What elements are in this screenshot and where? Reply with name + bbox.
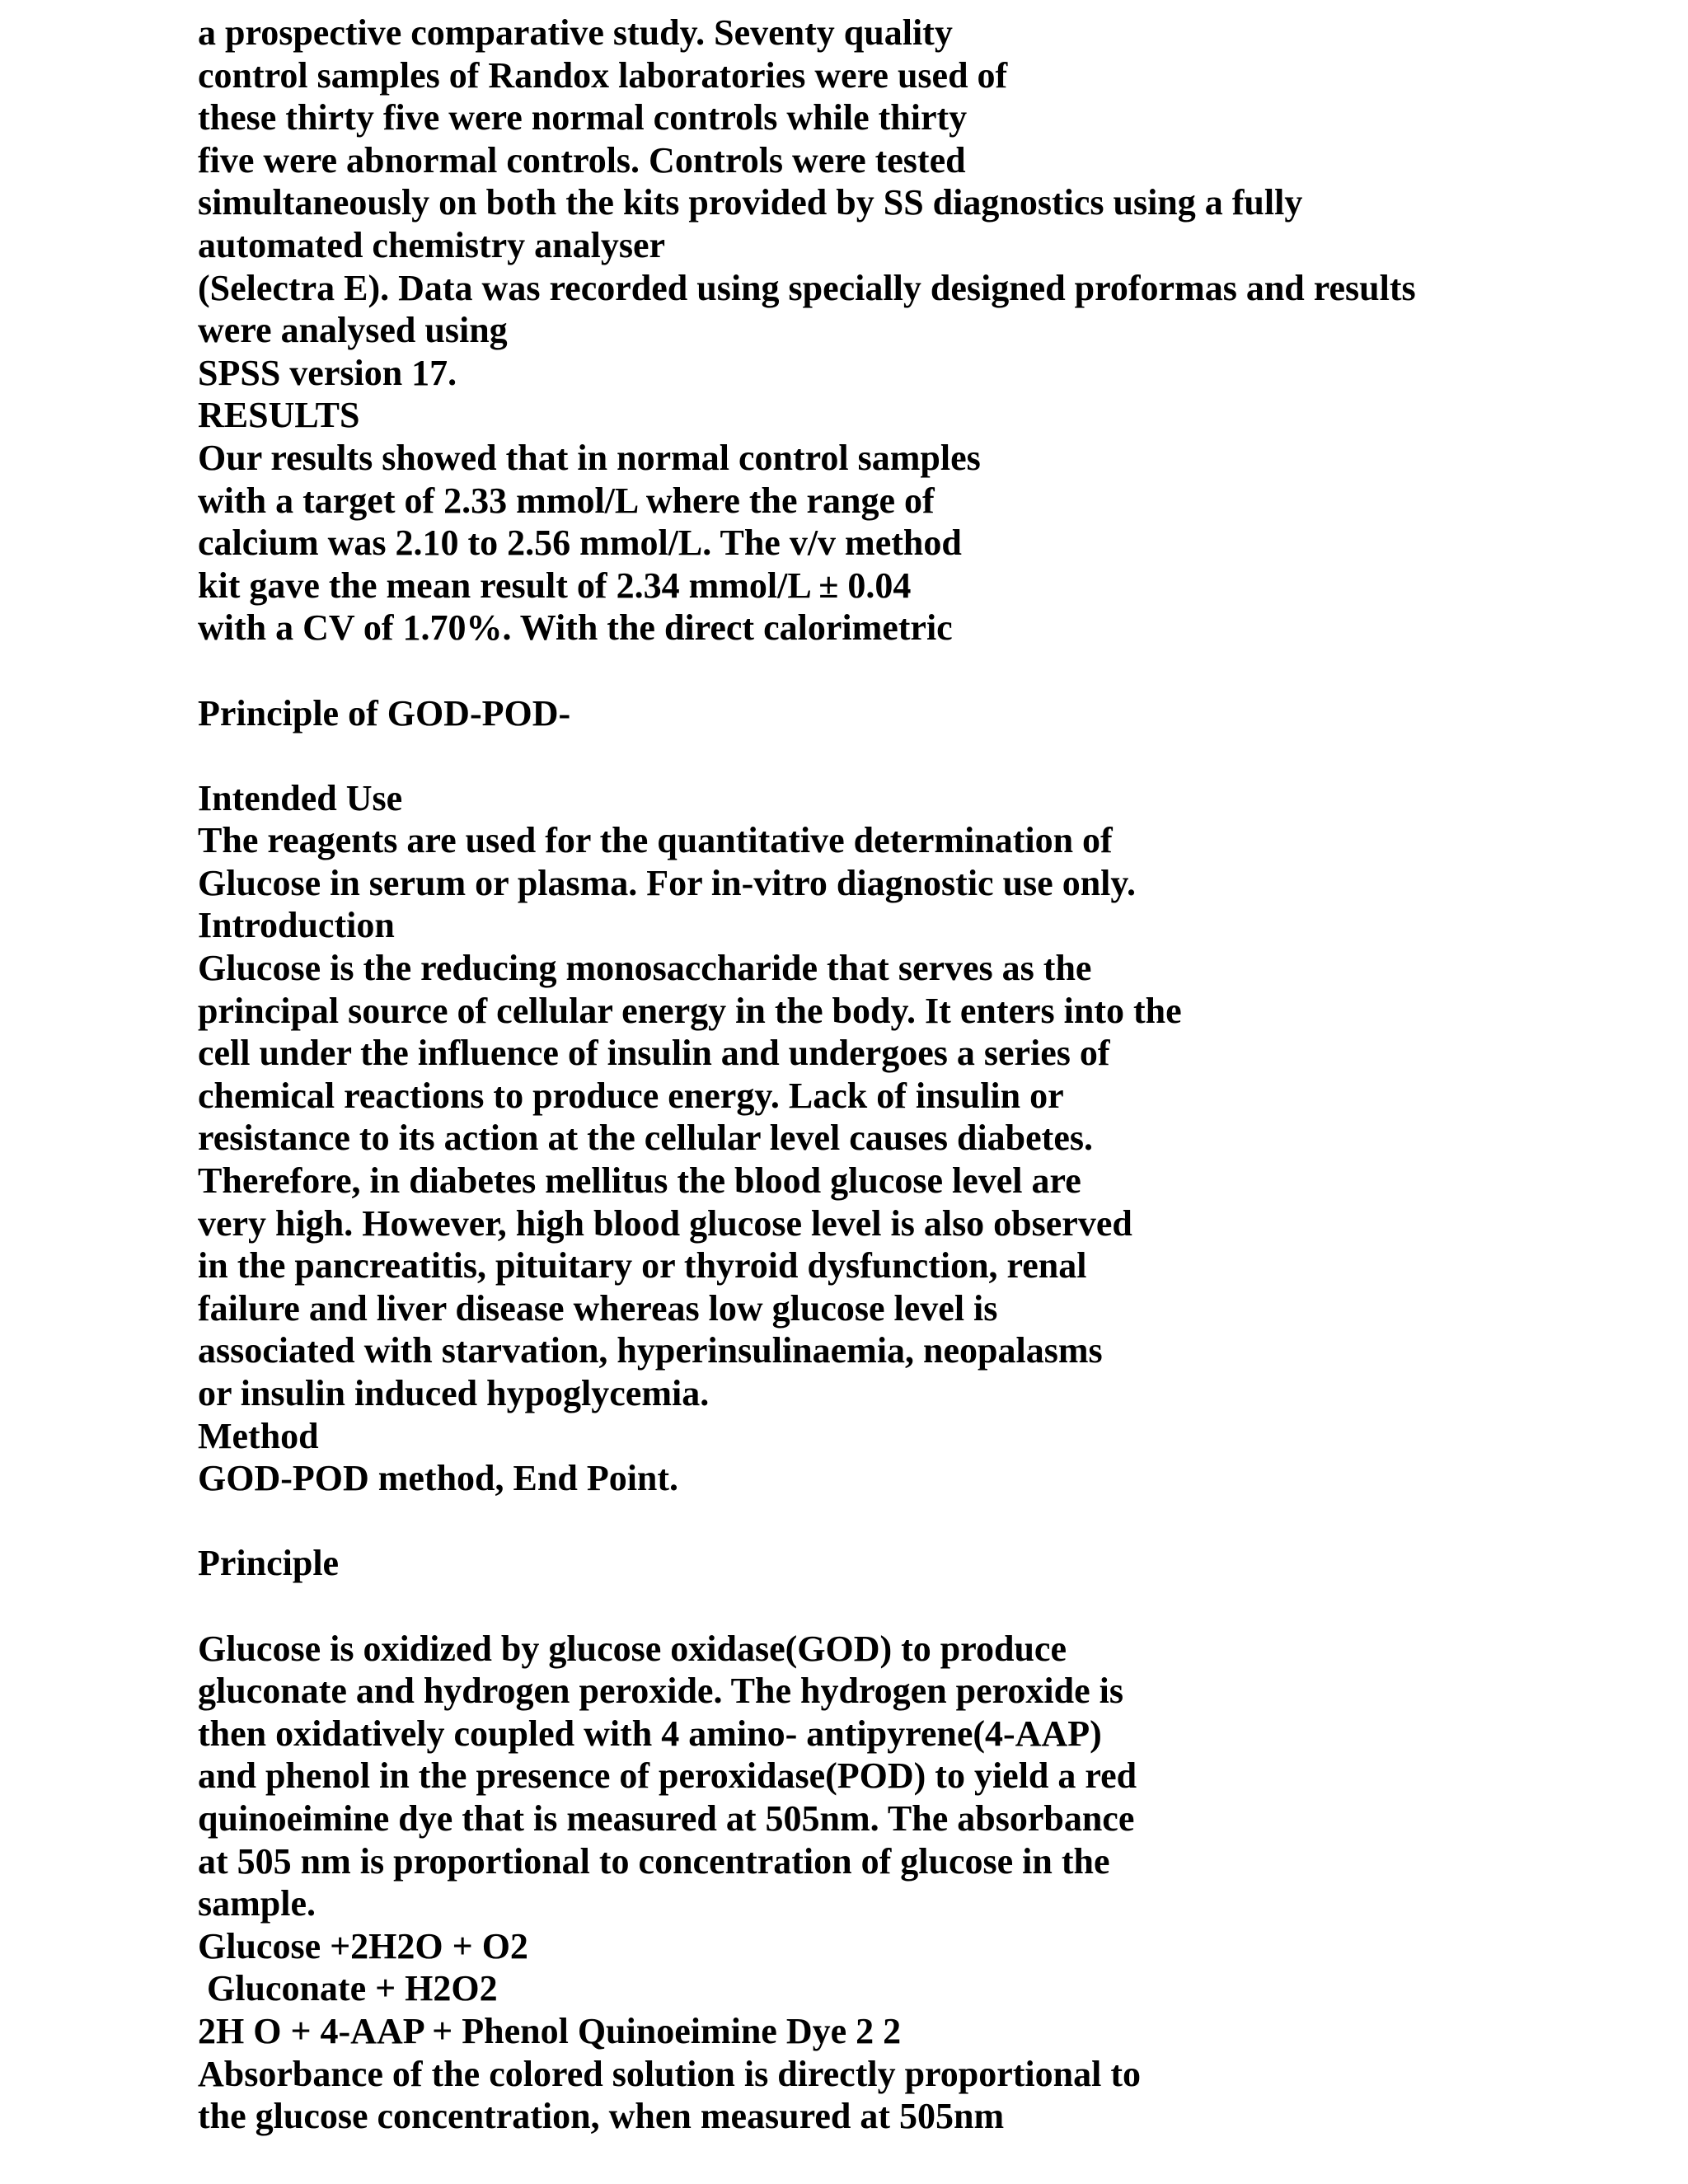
text-line: and phenol in the presence of peroxidase(POD) to yield a red xyxy=(198,1755,1137,1797)
reaction-line: 2H O + 4-AAP + Phenol Quinoeimine Dye 2 2 xyxy=(198,2010,902,2051)
spacer xyxy=(198,1585,1673,1628)
closing-paragraph xyxy=(198,2053,1673,2138)
intended-use-paragraph xyxy=(198,819,1673,904)
intro-paragraph xyxy=(198,12,1673,394)
text-line: cell under the influence of insulin and undergoes a series of xyxy=(198,1033,1110,1074)
text-line: simultaneously on both the kits provided by SS diagnostics using a fully xyxy=(198,182,1303,223)
method-text: GOD-POD method, End Point. xyxy=(198,1458,679,1499)
text-line: with a CV of 1.70%. With the direct calorimetric xyxy=(198,607,953,649)
text-line: associated with starvation, hyperinsulinaemia, neopalasms xyxy=(198,1330,1103,1371)
text-line: resistance to its action at the cellular level causes diabetes. xyxy=(198,1118,1093,1159)
introduction-heading: Introduction xyxy=(198,905,395,946)
principle-heading: Principle xyxy=(198,1543,340,1584)
text-line: failure and liver disease whereas low glucose level is xyxy=(198,1287,998,1329)
reaction-line: Gluconate + H2O2 xyxy=(198,1968,498,2009)
text-line: Glucose in serum or plasma. For in-vitro diagnostic use only. xyxy=(198,862,1136,903)
text-line: were analysed using xyxy=(198,310,508,351)
method-heading: Method xyxy=(198,1415,319,1456)
text-line: quinoeimine dye that is measured at 505nm. The absorbance xyxy=(198,1797,1135,1839)
text-line: Glucose is oxidized by glucose oxidase(GOD) to produce xyxy=(198,1628,1067,1669)
text-line: with a target of 2.33 mmol/L where the range of xyxy=(198,480,935,521)
text-line: SPSS version 17. xyxy=(198,352,457,393)
text-line: kit gave the mean result of 2.34 mmol/L ± 0.04 xyxy=(198,565,912,606)
text-line: the glucose concentration, when measured at 505nm xyxy=(198,2096,1005,2137)
text-line: then oxidatively coupled with 4 amino- antipyrene(4-AAP) xyxy=(198,1713,1102,1754)
introduction-paragraph xyxy=(198,947,1673,1415)
text-line: Glucose is the reducing monosaccharide that serves as the xyxy=(198,948,1092,989)
text-line: or insulin induced hypoglycemia. xyxy=(198,1373,710,1413)
text-line: automated chemistry analyser xyxy=(198,224,666,265)
text-line: Therefore, in diabetes mellitus the blood glucose level are xyxy=(198,1160,1081,1202)
text-line: The reagents are used for the quantitative determination of xyxy=(198,820,1113,861)
text-line: five were abnormal controls. Controls were tested xyxy=(198,139,966,180)
text-line: control samples of Randox laboratories were used of xyxy=(198,54,1008,96)
spacer xyxy=(198,649,1673,692)
spacer xyxy=(198,734,1673,777)
text-line: chemical reactions to produce energy. Lack of insulin or xyxy=(198,1075,1064,1116)
text-line: very high. However, high blood glucose level is also observed xyxy=(198,1202,1132,1244)
reaction-equations xyxy=(198,1925,1673,2053)
results-heading: RESULTS xyxy=(198,395,360,436)
text-line: in the pancreatitis, pituitary or thyroid dysfunction, renal xyxy=(198,1245,1087,1286)
text-line: Absorbance of the colored solution is directly proportional to xyxy=(198,2053,1141,2094)
principle-god-pod-heading: Principle of GOD-POD- xyxy=(198,692,571,733)
text-line: at 505 nm is proportional to concentration of glucose in the xyxy=(198,1840,1110,1882)
text-line: principal source of cellular energy in the body. It enters into the xyxy=(198,990,1182,1031)
principle-paragraph xyxy=(198,1628,1673,1925)
text-line: calcium was 2.10 to 2.56 mmol/L. The v/v method xyxy=(198,523,962,564)
text-line: (Selectra E). Data was recorded using specially designed proformas and results xyxy=(198,267,1416,308)
text-line: sample. xyxy=(198,1883,316,1924)
text-line: gluconate and hydrogen peroxide. The hydrogen peroxide is xyxy=(198,1671,1123,1712)
document-page xyxy=(198,12,1673,2138)
results-paragraph xyxy=(198,437,1673,649)
spacer xyxy=(198,1500,1673,1543)
text-line: Our results showed that in normal control samples xyxy=(198,437,981,478)
text-line: a prospective comparative study. Seventy quality xyxy=(198,12,953,53)
intended-use-heading: Intended Use xyxy=(198,777,403,818)
text-line: these thirty five were normal controls while thirty xyxy=(198,97,968,138)
reaction-line: Glucose +2H2O + O2 xyxy=(198,1925,528,1966)
